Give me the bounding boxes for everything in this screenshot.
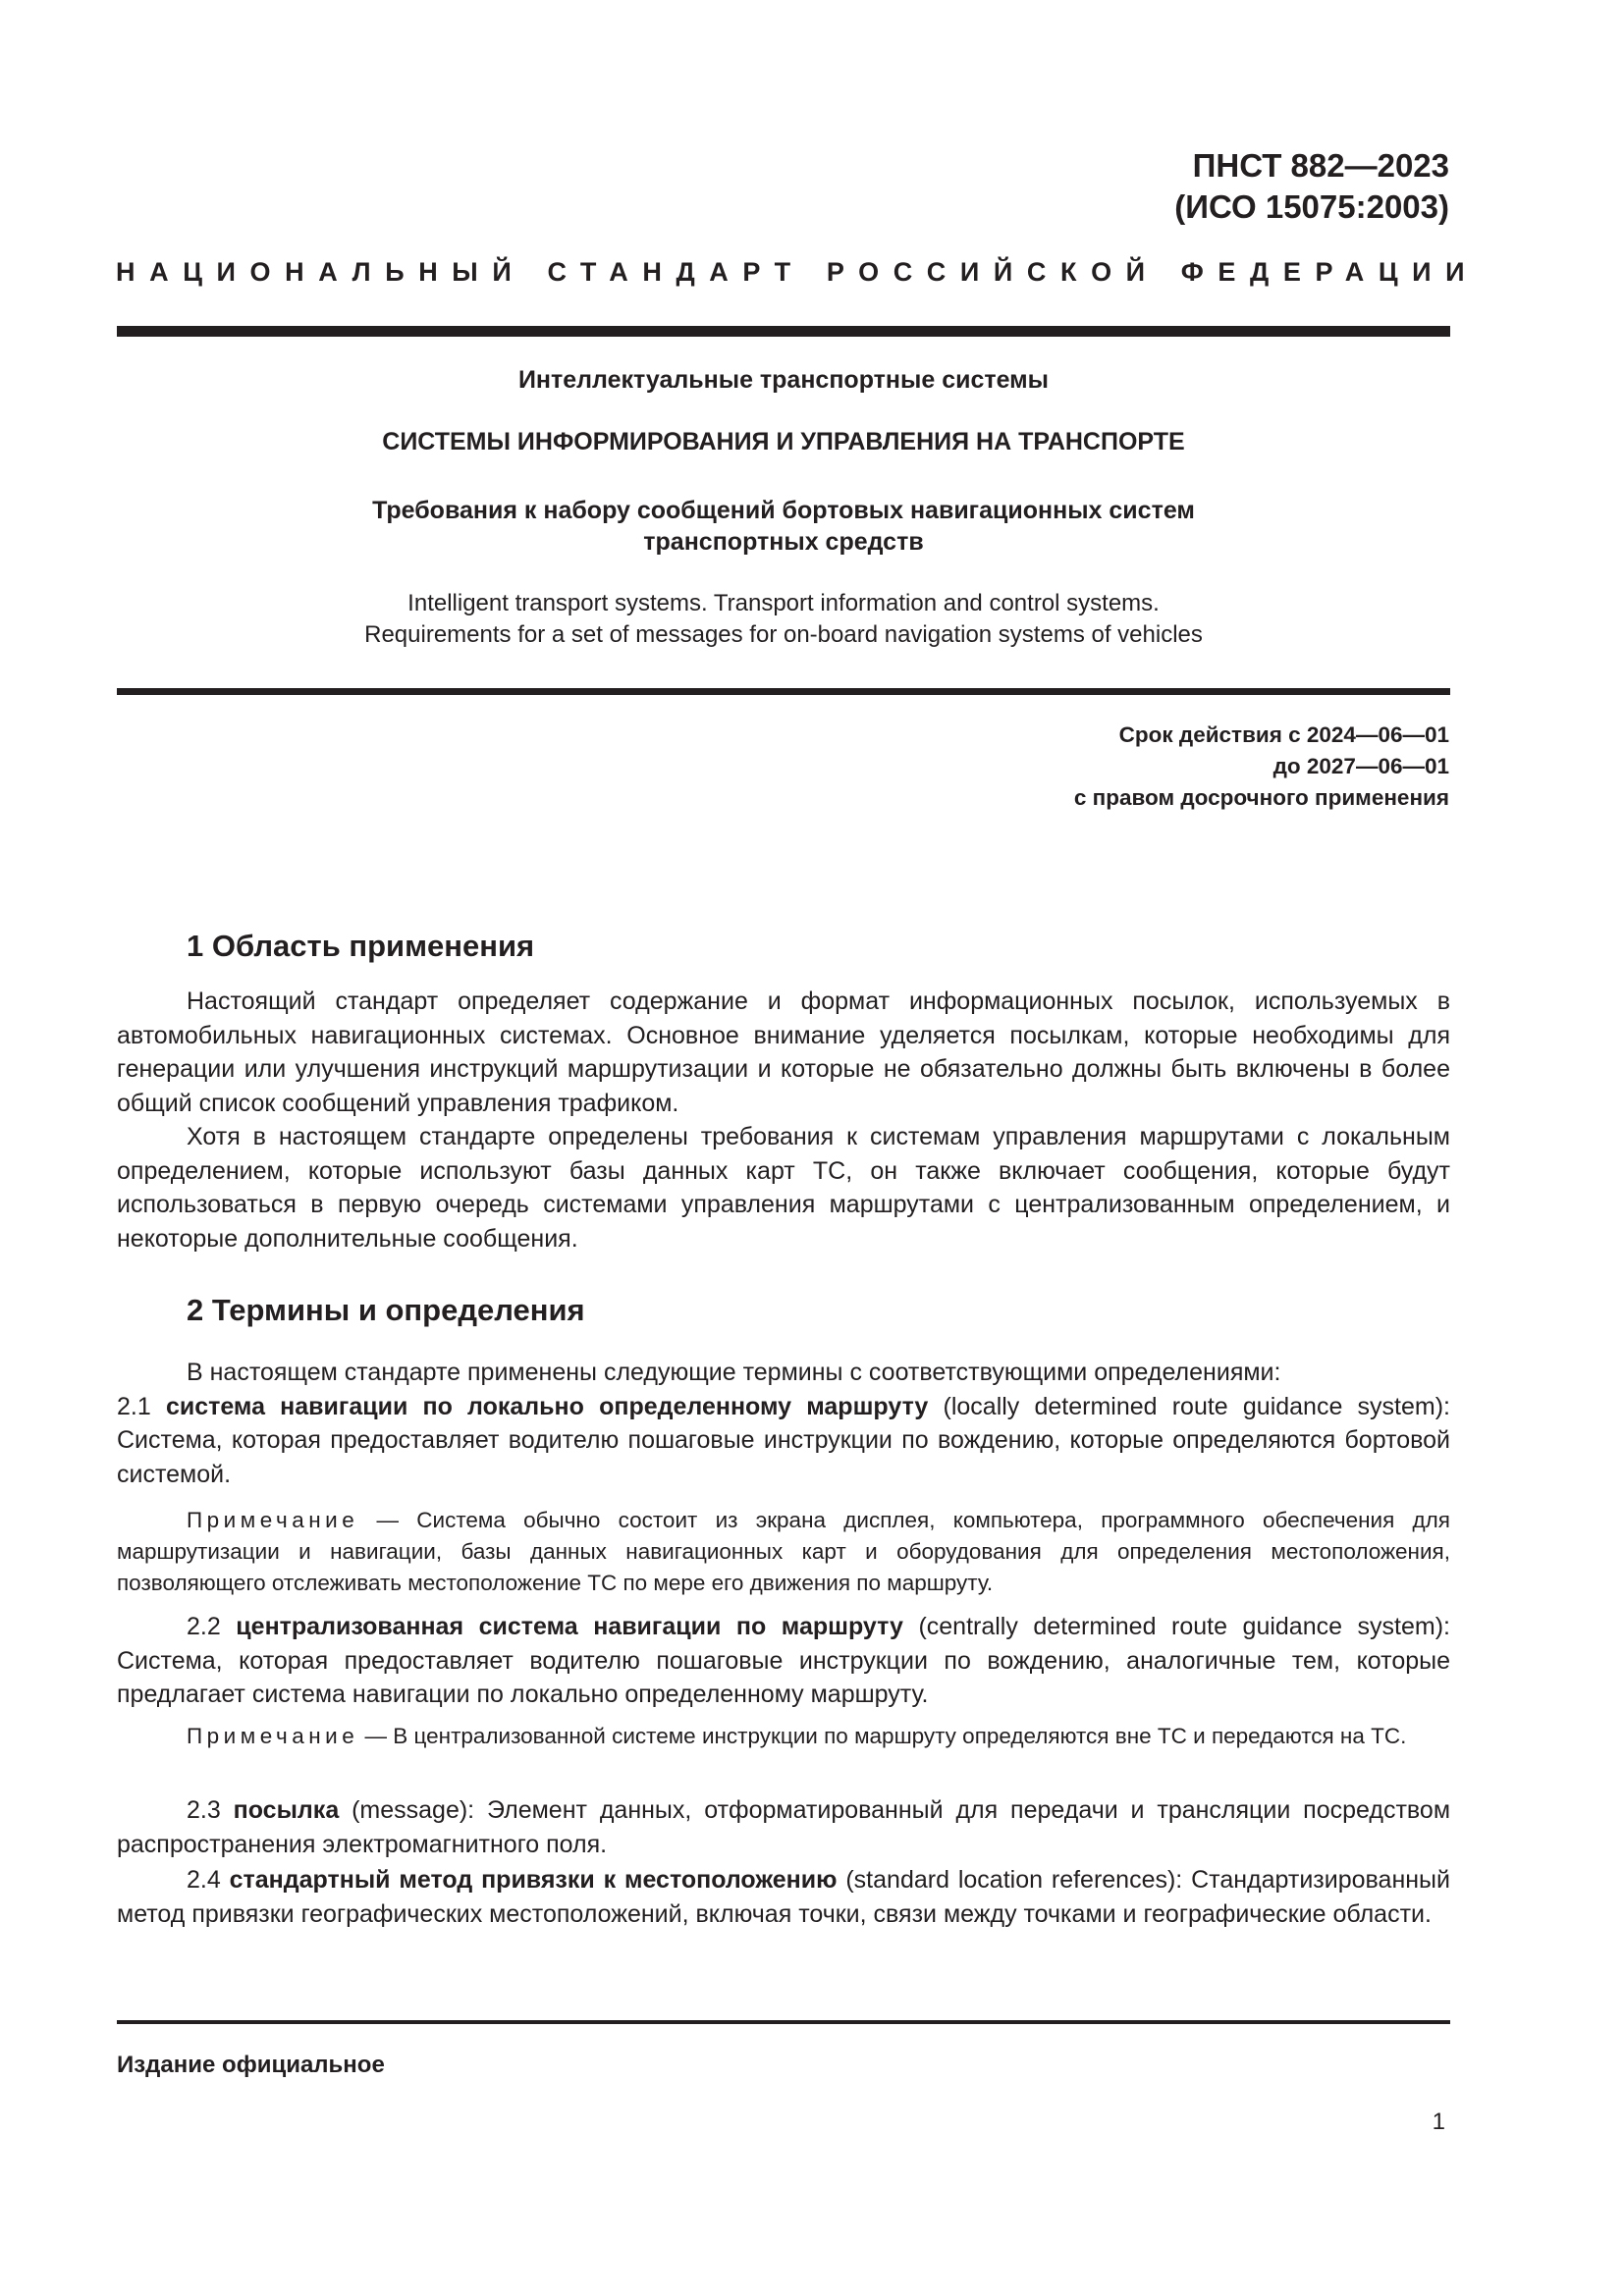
note-2-text: — В централизованной системе инструкции по маршруту определяются вне ТС и передаются на ТС. — [358, 1724, 1407, 1748]
term-2-2 — [117, 1610, 1450, 1712]
term-2-3-definition: (message): Элемент данных, отформатированный для передачи и трансляции посредством распространения электромагнитного поля. — [117, 1796, 1451, 1858]
term-2-1-term: система навигации по локально определенному маршруту — [165, 1392, 929, 1420]
note-1 — [117, 1505, 1450, 1599]
title-general: Интеллектуальные транспортные системы — [517, 366, 1050, 394]
validity-period — [1074, 720, 1449, 814]
official-edition-label: Издание официальное — [117, 2052, 385, 2078]
term-2-4-term: стандартный метод привязки к местоположению — [229, 1866, 838, 1894]
footer-divider — [117, 2020, 1450, 2024]
note-1-text: — Система обычно состоит из экрана дисплея, компьютера, программного обеспечения для маршрутизации и навигации, базы данных навигационных карт и оборудования для определения местоположения, позволяющего отслеживать местоположение ТС по мере его движения по маршруту. — [117, 1508, 1450, 1595]
term-2-2-definition: (centrally determined route guidance system): Система, которая предоставляет водителю пошаговые инструкции по вождению, аналогичные тем, которые предлагает система навигации по локально определенному маршруту. — [117, 1613, 1450, 1708]
header-divider — [117, 326, 1450, 337]
term-2-3 — [117, 1793, 1450, 1861]
validity-end: до 2027—06—01 — [1272, 754, 1449, 778]
title-sub-line2: транспортных средств — [643, 528, 924, 556]
note-2 — [117, 1721, 1450, 1752]
term-2-2-number: 2.2 — [187, 1613, 237, 1640]
title-english-line2: Requirements for a set of messages for on-board navigation systems of vehicles — [364, 621, 1203, 648]
term-2-2-term: централизованная система навигации по маршруту — [236, 1613, 903, 1640]
term-2-1-definition: (locally determined route guidance system): Система, которая предоставляет водителю пошаговые инструкции по вождению, которые определяются бортовой системой. — [117, 1392, 1450, 1488]
term-2-4 — [117, 1863, 1450, 1931]
section-1-paragraph-2: Хотя в настоящем стандарте определены требования к системам управления маршрутами с локальным определением, которые используют базы данных карт ТС, он также включает сообщения, которые будут использоваться в первую очередь системами управления маршрутами с централизованным определением, и некоторые дополнительные сообщения. — [117, 1123, 1450, 1253]
section-2-heading: 2 Термины и определения — [187, 1293, 585, 1327]
title-english — [117, 588, 1450, 651]
note-1-label: Примечание — [187, 1508, 359, 1532]
national-standard-heading: НАЦИОНАЛЬНЫЙ СТАНДАРТ РОССИЙСКОЙ ФЕДЕРАЦИИ — [116, 257, 1480, 287]
term-2-1-number: 2.1 — [117, 1392, 166, 1420]
term-2-4-number: 2.4 — [187, 1866, 230, 1894]
note-2-label: Примечание — [187, 1724, 359, 1748]
section-2-intro-and-term-2-1 — [117, 1356, 1450, 1491]
title-divider — [117, 688, 1450, 695]
section-2-intro: В настоящем стандарте применены следующие термины с соответствующими определениями: — [187, 1359, 1281, 1386]
standard-number-pnst: ПНСТ 882—2023 — [1192, 147, 1449, 184]
title-sub — [117, 495, 1450, 558]
validity-early-use: с правом досрочного применения — [1073, 785, 1449, 810]
section-1-heading: 1 Область применения — [187, 929, 535, 963]
validity-start: Срок действия с 2024—06—01 — [1118, 722, 1449, 747]
page-number: 1 — [1432, 2109, 1445, 2135]
title-english-line1: Intelligent transport systems. Transport information and control systems. — [407, 590, 1160, 616]
section-1-paragraph-1: Настоящий стандарт определяет содержание и формат информационных посылок, используемых в автомобильных навигационных системах. Основное внимание уделяется посылкам, которые необходимы для генерации или улучшения инструкций маршрутизации и которые не обязательно должны быть включены в более общий список сообщений управления трафиком. — [117, 988, 1450, 1117]
standard-number-iso: (ИСО 15075:2003) — [1174, 188, 1449, 225]
title-main: СИСТЕМЫ ИНФОРМИРОВАНИЯ И УПРАВЛЕНИЯ НА ТРАНСПОРТЕ — [382, 428, 1185, 455]
title-sub-line1: Требования к набору сообщений бортовых навигационных систем — [372, 497, 1195, 524]
standard-number — [1174, 145, 1449, 228]
term-2-3-number: 2.3 — [187, 1796, 234, 1824]
term-2-4-definition: (standard location references): Стандартизированный метод привязки географических местоположений, включая точки, связи между точками и географические области. — [117, 1866, 1450, 1928]
term-2-3-term: посылка — [233, 1796, 340, 1824]
